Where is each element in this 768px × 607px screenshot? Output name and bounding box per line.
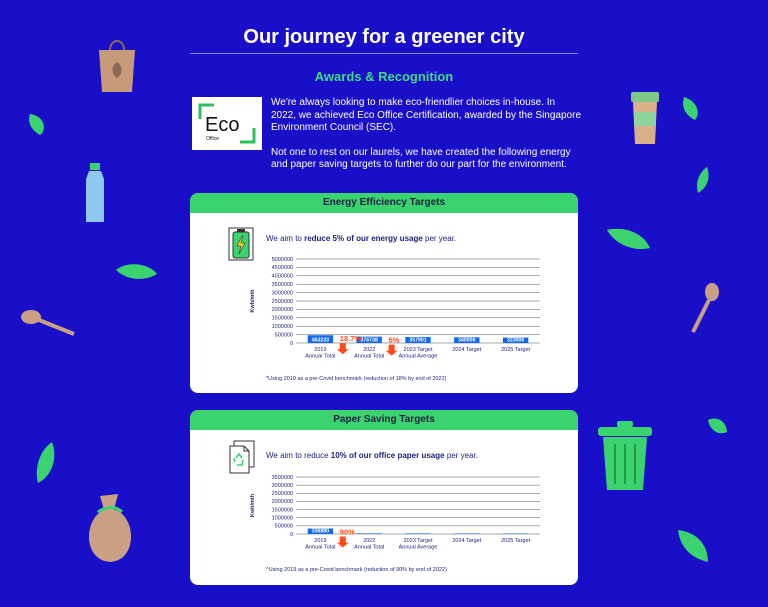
bar-value-label: 357901	[409, 337, 427, 344]
intro-text	[271, 97, 581, 184]
trash-bin-icon	[596, 420, 654, 492]
y-tick-label: 5000000	[271, 256, 293, 263]
down-arrow-icon	[337, 343, 349, 354]
y-tick-label: 3500000	[271, 282, 293, 288]
energy-panel-heading: Energy Efficiency Targets	[190, 193, 578, 213]
y-tick-label: 4500000	[271, 265, 293, 272]
energy-panel	[190, 193, 578, 393]
x-category-label: 2022	[363, 347, 376, 353]
paper-panel-heading: Paper Saving Targets	[190, 410, 578, 430]
y-tick-label: 500000	[274, 332, 293, 339]
cloth-sack-icon	[80, 492, 140, 564]
y-axis-label: Kwh/mth	[250, 493, 256, 518]
reduction-percent-label: 90%	[339, 527, 355, 537]
paper-panel	[190, 410, 578, 585]
energy-footnote: *Using 2019 as a pre-Covid benchmark (reduction of 18% by end of 2022)	[266, 376, 447, 382]
y-tick-label: 1500000	[271, 315, 293, 322]
y-tick-label: 3000000	[271, 290, 293, 297]
x-category-label: 2019	[314, 347, 327, 353]
x-category-label: 2024 Target	[452, 347, 482, 353]
x-category-label: Annual Average	[398, 353, 438, 360]
energy-aim-bold: reduce 5% of our energy usage	[304, 234, 423, 243]
water-bottle-icon	[83, 162, 107, 226]
leaf-icon	[27, 112, 47, 136]
down-arrow-icon	[386, 345, 398, 356]
y-tick-label: 1000000	[271, 515, 293, 522]
y-axis-label: Kwh/mth	[250, 289, 256, 313]
x-category-label: 2025 Target	[501, 347, 531, 353]
bar-value-label: 38084	[361, 528, 377, 535]
leaf-icon	[676, 528, 710, 564]
y-tick-label: 4000000	[271, 273, 293, 280]
leaf-icon	[706, 416, 728, 436]
wooden-spoon-icon	[20, 307, 76, 337]
y-tick-label: 3500000	[271, 474, 293, 481]
y-tick-label: 1000000	[271, 324, 293, 330]
y-tick-label: 2500000	[271, 491, 293, 498]
x-category-label: 2019	[314, 538, 327, 544]
paper-chart	[190, 470, 578, 570]
y-tick-label: 0	[289, 340, 293, 347]
eco-logo-word: Eco	[205, 114, 240, 136]
coffee-cup-icon	[627, 88, 663, 148]
bar-value-label: 323006	[506, 337, 525, 344]
bar-value-label: 34276	[410, 528, 426, 535]
bar-value-label: 30848	[459, 528, 475, 535]
bar-value-label: 340006	[458, 337, 476, 344]
title-divider	[190, 53, 578, 54]
bar-value-label: 336880	[311, 528, 330, 535]
bar-value-label: 376738	[360, 337, 378, 344]
x-category-label: 2022	[363, 538, 376, 544]
leaf-icon	[114, 262, 158, 282]
leaf-icon	[681, 95, 701, 121]
section-subtitle: Awards & Recognition	[314, 69, 454, 84]
leaf-icon	[695, 166, 711, 194]
down-arrow-icon	[337, 537, 349, 548]
x-category-label: Annual Average	[398, 544, 438, 551]
paper-aim-bold: 10% of our office paper usage	[330, 451, 445, 460]
y-tick-label: 3000000	[271, 482, 293, 489]
bar-value-label: 463233	[311, 337, 330, 344]
paper-bag-icon	[95, 36, 139, 94]
y-tick-label: 2500000	[271, 298, 293, 305]
wooden-spoon-icon	[688, 282, 722, 334]
reduction-percent-label: 5%	[388, 335, 400, 345]
energy-aim-text: We aim to reduce 5% of our energy usage per year.	[266, 234, 457, 243]
y-tick-label: 1500000	[271, 507, 293, 514]
energy-chart	[190, 253, 578, 373]
paper-footnote: ^Using 2019 as a pre-Covid benchmark (reduction of 90% by end of 2022)	[266, 567, 447, 573]
x-category-label: 2025 Target	[501, 538, 531, 544]
x-category-label: 2023 Target	[403, 347, 433, 353]
page-title: Our journey for a greener city	[243, 26, 525, 48]
bar-value-label: 27763	[508, 528, 523, 535]
leaf-icon	[605, 226, 651, 252]
intro-paragraph-2: Not one to rest on our laurels, we have created the following energy and paper saving targets to further do our part for the environment.	[271, 146, 571, 170]
eco-logo-sub: Office	[206, 136, 219, 142]
leaf-icon	[34, 440, 58, 484]
x-category-label: Annual Total	[305, 544, 336, 551]
y-tick-label: 500000	[274, 523, 293, 530]
y-tick-label: 2000000	[271, 307, 293, 314]
x-category-label: Annual Total	[354, 353, 385, 360]
x-category-label: Annual Total	[305, 353, 336, 360]
y-tick-label: 0	[289, 531, 293, 538]
paper-aim-text: We aim to reduce 10% of our office paper usage per year.	[266, 451, 478, 460]
intro-paragraph-1: We're always looking to make eco-friendlier choices in-house. In 2022, we achieved Eco Office Certification, awarded by the Singapore Environment Council (SEC).	[271, 97, 581, 133]
y-tick-label: 2000000	[271, 499, 293, 506]
reduction-percent-label: 18.7%	[339, 334, 362, 344]
eco-office-logo	[192, 97, 262, 150]
x-category-label: Annual Total	[354, 544, 385, 551]
x-category-label: 2023 Target	[403, 538, 433, 544]
x-category-label: 2024 Target	[452, 538, 482, 544]
